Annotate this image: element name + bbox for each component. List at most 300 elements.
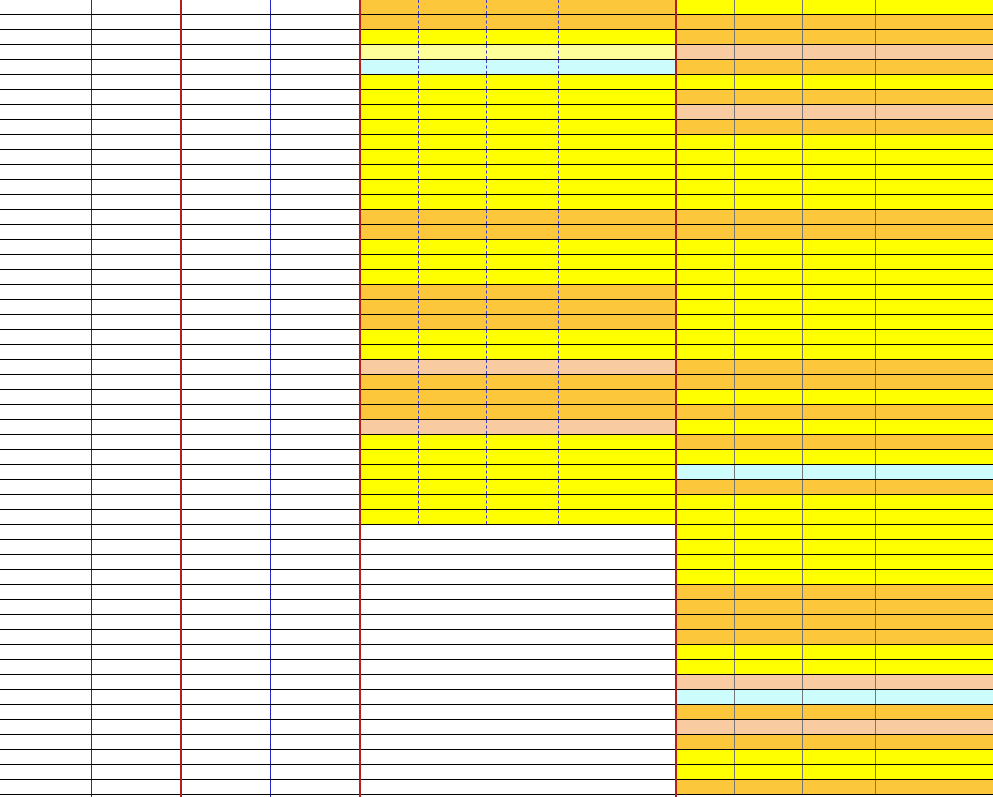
english-meaning-cell — [876, 135, 993, 149]
word-row — [182, 465, 359, 480]
hebrew-word — [182, 390, 270, 404]
hebrew-word — [182, 45, 270, 59]
verb-row — [677, 660, 993, 675]
word-row — [182, 135, 359, 150]
word-row — [0, 615, 180, 630]
hebrew-word — [0, 0, 91, 14]
word-row — [0, 60, 180, 75]
word-row — [0, 75, 180, 90]
word-row — [182, 150, 359, 165]
verb-row — [677, 270, 993, 285]
verb-row — [361, 480, 675, 495]
hebrew-word — [0, 285, 91, 299]
verb-row — [361, 465, 675, 480]
english-meaning-cell — [559, 45, 675, 59]
present-tense-cell — [487, 510, 559, 524]
english-meaning-cell — [876, 180, 993, 194]
english-meaning-cell — [876, 555, 993, 569]
infinitive-cell — [735, 75, 803, 89]
english-meaning-cell — [559, 330, 675, 344]
infinitive-cell — [735, 90, 803, 104]
word-row — [0, 360, 180, 375]
english-meaning-cell — [876, 315, 993, 329]
hebrew-word — [182, 255, 270, 269]
preposition-cell — [361, 390, 419, 404]
present-tense-cell — [803, 150, 876, 164]
infinitive-cell — [735, 210, 803, 224]
infinitive-cell — [419, 330, 487, 344]
infinitive-cell — [735, 555, 803, 569]
present-tense-cell — [803, 765, 876, 779]
present-tense-cell — [803, 480, 876, 494]
english-meaning-cell — [876, 540, 993, 554]
present-tense-cell — [803, 165, 876, 179]
verb-row — [677, 540, 993, 555]
present-tense-cell — [803, 405, 876, 419]
word-row — [182, 390, 359, 405]
infinitive-cell — [735, 675, 803, 689]
english-meaning-cell — [876, 675, 993, 689]
infinitive-cell — [419, 210, 487, 224]
block-verbs-f-o — [677, 0, 993, 795]
word-row — [182, 270, 359, 285]
word-row — [182, 570, 359, 585]
preposition-cell — [677, 225, 735, 239]
word-row — [182, 105, 359, 120]
english-meaning-cell — [559, 345, 675, 359]
infinitive-cell — [735, 390, 803, 404]
word-row — [182, 585, 359, 600]
present-tense-cell — [803, 600, 876, 614]
english-word — [91, 180, 180, 194]
english-meaning-cell — [559, 255, 675, 269]
verb-row — [361, 135, 675, 150]
present-tense-cell — [803, 195, 876, 209]
hebrew-word — [0, 360, 91, 374]
block-adverbs-s-y — [0, 0, 180, 795]
english-word — [91, 405, 180, 419]
english-word — [271, 30, 359, 44]
hebrew-word — [182, 150, 270, 164]
preposition-cell — [677, 30, 735, 44]
word-row — [0, 645, 180, 660]
present-tense-cell — [803, 345, 876, 359]
hebrew-word — [182, 270, 270, 284]
word-row — [0, 330, 180, 345]
word-row — [0, 705, 180, 720]
verb-row — [361, 0, 675, 15]
preposition-cell — [361, 165, 419, 179]
verb-row — [361, 300, 675, 315]
present-tense-cell — [487, 30, 559, 44]
verb-row — [361, 90, 675, 105]
preposition-cell — [677, 360, 735, 374]
infinitive-cell — [419, 195, 487, 209]
infinitive-cell — [735, 150, 803, 164]
english-word — [271, 645, 359, 659]
present-tense-cell — [487, 420, 559, 434]
english-meaning-cell — [559, 465, 675, 479]
english-word — [271, 675, 359, 689]
infinitive-cell — [735, 510, 803, 524]
word-row — [0, 435, 180, 450]
word-row — [182, 675, 359, 690]
verb-row — [361, 510, 675, 525]
preposition-cell — [361, 465, 419, 479]
verb-row — [677, 690, 993, 705]
english-meaning-cell — [559, 120, 675, 134]
preposition-cell — [677, 15, 735, 29]
english-meaning-cell — [559, 375, 675, 389]
hebrew-word — [182, 525, 270, 539]
english-word — [91, 135, 180, 149]
preposition-cell — [361, 60, 419, 74]
word-row — [182, 420, 359, 435]
hebrew-word — [182, 570, 270, 584]
preposition-cell — [361, 45, 419, 59]
infinitive-cell — [419, 465, 487, 479]
word-row — [0, 540, 180, 555]
verb-row — [361, 435, 675, 450]
english-word — [91, 150, 180, 164]
verb-row — [677, 30, 993, 45]
verb-row — [361, 390, 675, 405]
present-tense-cell — [487, 285, 559, 299]
english-word — [271, 120, 359, 134]
infinitive-cell — [735, 705, 803, 719]
infinitive-cell — [735, 300, 803, 314]
verb-row — [677, 645, 993, 660]
verb-row — [361, 165, 675, 180]
present-tense-cell — [803, 495, 876, 509]
preposition-cell — [677, 75, 735, 89]
verb-row — [361, 240, 675, 255]
infinitive-cell — [735, 750, 803, 764]
preposition-cell — [677, 210, 735, 224]
present-tense-cell — [803, 660, 876, 674]
verb-row — [677, 75, 993, 90]
preposition-cell — [677, 405, 735, 419]
infinitive-cell — [735, 195, 803, 209]
present-tense-cell — [487, 390, 559, 404]
word-row — [182, 0, 359, 15]
present-tense-cell — [803, 45, 876, 59]
english-word — [271, 540, 359, 554]
hebrew-word — [0, 255, 91, 269]
preposition-cell — [361, 210, 419, 224]
preposition-cell — [361, 225, 419, 239]
infinitive-cell — [419, 480, 487, 494]
english-word — [91, 375, 180, 389]
english-meaning-cell — [876, 615, 993, 629]
infinitive-cell — [735, 375, 803, 389]
infinitive-cell — [735, 225, 803, 239]
preposition-cell — [677, 480, 735, 494]
infinitive-cell — [419, 435, 487, 449]
english-word — [271, 195, 359, 209]
present-tense-cell — [803, 675, 876, 689]
english-word — [271, 225, 359, 239]
word-row — [0, 240, 180, 255]
word-row — [0, 585, 180, 600]
hebrew-word — [182, 630, 270, 644]
preposition-cell — [361, 15, 419, 29]
word-row — [0, 600, 180, 615]
present-tense-cell — [803, 615, 876, 629]
english-meaning-cell — [876, 75, 993, 89]
present-tense-cell — [487, 120, 559, 134]
present-tense-cell — [803, 570, 876, 584]
infinitive-cell — [419, 75, 487, 89]
english-meaning-cell — [876, 120, 993, 134]
infinitive-cell — [419, 30, 487, 44]
english-word — [271, 90, 359, 104]
present-tense-cell — [803, 315, 876, 329]
english-word — [271, 780, 359, 794]
english-meaning-cell — [559, 270, 675, 284]
present-tense-cell — [487, 360, 559, 374]
preposition-cell — [361, 195, 419, 209]
preposition-cell — [677, 90, 735, 104]
word-row — [182, 210, 359, 225]
english-meaning-cell — [876, 45, 993, 59]
english-meaning-cell — [876, 15, 993, 29]
english-meaning-cell — [559, 435, 675, 449]
word-row — [0, 765, 180, 780]
verb-row — [677, 210, 993, 225]
verb-row — [361, 525, 675, 540]
english-word — [271, 555, 359, 569]
english-word — [271, 480, 359, 494]
infinitive-cell — [735, 255, 803, 269]
english-meaning-cell — [876, 165, 993, 179]
preposition-cell — [361, 420, 419, 434]
verb-row — [361, 660, 675, 675]
english-word — [91, 75, 180, 89]
word-row — [182, 345, 359, 360]
hebrew-word — [182, 405, 270, 419]
hebrew-word — [182, 420, 270, 434]
preposition-cell — [677, 135, 735, 149]
word-row — [0, 390, 180, 405]
hebrew-word — [182, 285, 270, 299]
hebrew-word — [182, 0, 270, 14]
word-row — [182, 705, 359, 720]
word-row — [182, 60, 359, 75]
verb-row — [677, 435, 993, 450]
infinitive-cell — [735, 540, 803, 554]
word-row — [0, 120, 180, 135]
verb-row — [361, 645, 675, 660]
english-meaning-cell — [876, 570, 993, 584]
preposition-cell — [677, 675, 735, 689]
hebrew-word — [0, 315, 91, 329]
infinitive-cell — [419, 360, 487, 374]
infinitive-cell — [419, 255, 487, 269]
english-meaning-cell — [559, 195, 675, 209]
preposition-cell — [677, 105, 735, 119]
preposition-cell — [361, 30, 419, 44]
infinitive-cell — [735, 600, 803, 614]
present-tense-cell — [803, 135, 876, 149]
english-word — [91, 0, 180, 14]
hebrew-word — [0, 270, 91, 284]
word-row — [182, 405, 359, 420]
word-row — [0, 465, 180, 480]
hebrew-word — [182, 135, 270, 149]
infinitive-cell — [735, 435, 803, 449]
present-tense-cell — [803, 0, 876, 14]
infinitive-cell — [735, 690, 803, 704]
hebrew-word — [182, 90, 270, 104]
infinitive-cell — [735, 585, 803, 599]
present-tense-cell — [487, 105, 559, 119]
infinitive-cell — [419, 225, 487, 239]
english-word — [271, 60, 359, 74]
word-row — [0, 570, 180, 585]
infinitive-cell — [419, 60, 487, 74]
hebrew-word — [182, 615, 270, 629]
english-word — [91, 255, 180, 269]
verb-row — [677, 735, 993, 750]
preposition-cell — [677, 600, 735, 614]
verb-row — [361, 750, 675, 765]
word-row — [182, 120, 359, 135]
english-meaning-cell — [559, 285, 675, 299]
hebrew-word — [0, 195, 91, 209]
hebrew-word — [0, 90, 91, 104]
english-word — [91, 330, 180, 344]
word-row — [182, 75, 359, 90]
hebrew-word — [182, 720, 270, 734]
present-tense-cell — [487, 15, 559, 29]
preposition-cell — [361, 270, 419, 284]
preposition-cell — [361, 150, 419, 164]
preposition-cell — [361, 75, 419, 89]
english-word — [91, 30, 180, 44]
verb-row — [677, 480, 993, 495]
verb-row — [677, 450, 993, 465]
present-tense-cell — [803, 390, 876, 404]
verb-row — [361, 690, 675, 705]
verb-row — [361, 450, 675, 465]
infinitive-cell — [419, 405, 487, 419]
block-words-f-m — [182, 0, 359, 795]
present-tense-cell — [487, 195, 559, 209]
word-row — [0, 30, 180, 45]
hebrew-word — [0, 420, 91, 434]
english-word — [271, 465, 359, 479]
english-meaning-cell — [876, 210, 993, 224]
infinitive-cell — [419, 135, 487, 149]
preposition-cell — [361, 495, 419, 509]
infinitive-cell — [735, 765, 803, 779]
verb-row — [677, 570, 993, 585]
preposition-cell — [677, 705, 735, 719]
english-meaning-cell — [559, 105, 675, 119]
infinitive-cell — [735, 105, 803, 119]
hebrew-word — [0, 105, 91, 119]
hebrew-word — [0, 450, 91, 464]
english-meaning-cell — [559, 75, 675, 89]
verb-row — [677, 315, 993, 330]
verb-row — [361, 105, 675, 120]
hebrew-word — [182, 750, 270, 764]
infinitive-cell — [735, 495, 803, 509]
present-tense-cell — [487, 255, 559, 269]
preposition-cell — [361, 510, 419, 524]
preposition-cell — [361, 0, 419, 14]
english-word — [271, 240, 359, 254]
english-word — [271, 150, 359, 164]
english-meaning-cell — [876, 645, 993, 659]
infinitive-cell — [735, 0, 803, 14]
english-word — [91, 195, 180, 209]
hebrew-word — [0, 390, 91, 404]
present-tense-cell — [487, 210, 559, 224]
english-meaning-cell — [559, 15, 675, 29]
verb-row — [361, 780, 675, 795]
word-row — [182, 315, 359, 330]
infinitive-cell — [735, 60, 803, 74]
english-word — [271, 15, 359, 29]
verb-row — [677, 135, 993, 150]
infinitive-cell — [735, 270, 803, 284]
verb-row — [677, 105, 993, 120]
english-word — [271, 255, 359, 269]
infinitive-cell — [735, 360, 803, 374]
verb-row — [677, 240, 993, 255]
english-meaning-cell — [876, 225, 993, 239]
english-meaning-cell — [876, 495, 993, 509]
verb-row — [677, 60, 993, 75]
preposition-cell — [677, 510, 735, 524]
english-word — [271, 720, 359, 734]
english-meaning-cell — [876, 705, 993, 719]
preposition-cell — [677, 180, 735, 194]
word-row — [182, 330, 359, 345]
infinitive-cell — [735, 15, 803, 29]
preposition-cell — [677, 120, 735, 134]
hebrew-word — [182, 450, 270, 464]
english-word — [271, 750, 359, 764]
word-row — [182, 255, 359, 270]
hebrew-word — [0, 165, 91, 179]
word-row — [0, 675, 180, 690]
verb-row — [677, 510, 993, 525]
present-tense-cell — [803, 285, 876, 299]
english-meaning-cell — [876, 720, 993, 734]
infinitive-cell — [735, 405, 803, 419]
english-meaning-cell — [876, 105, 993, 119]
english-word — [271, 450, 359, 464]
preposition-cell — [361, 300, 419, 314]
infinitive-cell — [735, 645, 803, 659]
hebrew-word — [0, 180, 91, 194]
word-row — [0, 180, 180, 195]
word-row — [182, 90, 359, 105]
english-meaning-cell — [876, 150, 993, 164]
present-tense-cell — [487, 465, 559, 479]
word-row — [0, 405, 180, 420]
hebrew-word — [0, 375, 91, 389]
infinitive-cell — [735, 135, 803, 149]
hebrew-word — [182, 435, 270, 449]
infinitive-cell — [419, 495, 487, 509]
hebrew-word — [182, 780, 270, 794]
hebrew-word — [182, 195, 270, 209]
present-tense-cell — [803, 270, 876, 284]
